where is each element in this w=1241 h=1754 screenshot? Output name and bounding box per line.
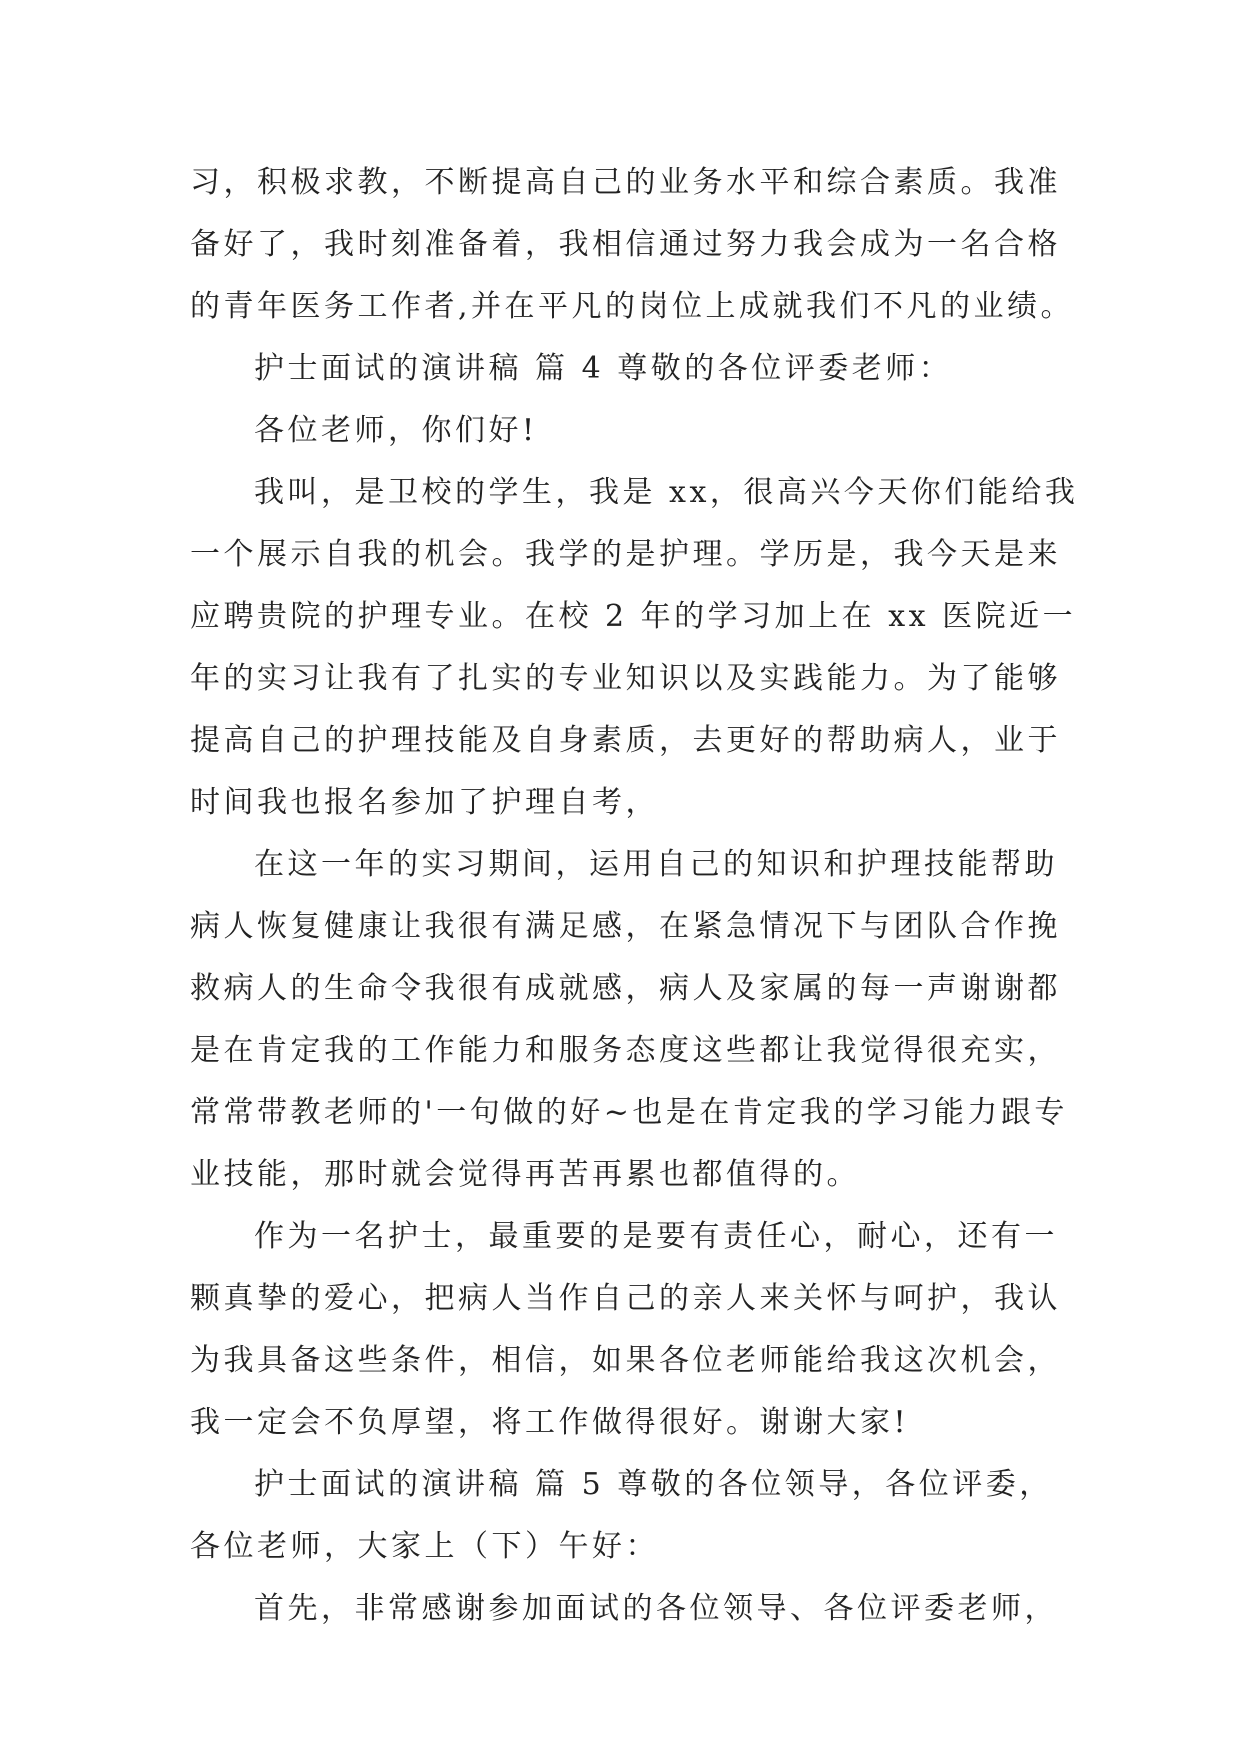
text-line: 各位老师，你们好! [254,413,538,448]
text-line: 年的实习让我有了扎实的专业知识以及实践能力。为了能够 [190,661,1061,696]
text-line: 是在肯定我的工作能力和服务态度这些都让我觉得很充实， [190,1033,1061,1068]
text-line: 常常带教老师的'一句做的好~也是在肯定我的学习能力跟专 [190,1095,1068,1130]
document-body [190,152,1090,1640]
text-line: 首先，非常感谢参加面试的各位领导、各位评委老师， [254,1591,1058,1626]
text-line: 备好了，我时刻准备着，我相信通过努力我会成为一名合格 [190,227,1061,262]
text-line: 一个展示自我的机会。我学的是护理。学历是，我今天是来 [190,537,1061,572]
text-line: 在这一年的实习期间，运用自己的知识和护理技能帮助 [254,847,1058,882]
paragraph [190,152,1090,338]
text-line: 作为一名护士，最重要的是要有责任心，耐心，还有一 [254,1219,1058,1254]
text-line: 颗真挚的爱心，把病人当作自己的亲人来关怀与呵护，我认 [190,1281,1061,1316]
text-line: 业技能，那时就会觉得再苦再累也都值得的。 [190,1157,860,1192]
paragraph [190,834,1090,1206]
text-line: 各位老师，大家上（下）午好： [190,1529,659,1564]
text-line: 救病人的生命令我很有成就感，病人及家属的每一声谢谢都 [190,971,1061,1006]
text-line: 为我具备这些条件，相信，如果各位老师能给我这次机会， [190,1343,1061,1378]
paragraph [190,462,1090,834]
paragraph-heading [190,338,1090,400]
text-line: 护士面试的演讲稿 篇 4 尊敬的各位评委老师： [254,351,953,386]
text-line: 护士面试的演讲稿 篇 5 尊敬的各位领导，各位评委， [254,1467,1053,1502]
text-line: 提高自己的护理技能及自身素质，去更好的帮助病人，业于 [190,723,1061,758]
text-line: 的青年医务工作者,并在平凡的岗位上成就我们不凡的业绩。 [190,289,1075,324]
paragraph [190,1578,1090,1640]
text-line: 时间我也报名参加了护理自考， [190,785,659,820]
text-line: 习，积极求教，不断提高自己的业务水平和综合素质。我准 [190,165,1061,200]
text-line: 病人恢复健康让我很有满足感，在紧急情况下与团队合作挽 [190,909,1061,944]
text-line: 应聘贵院的护理专业。在校 2 年的学习加上在 xx 医院近一 [190,599,1077,634]
paragraph [190,1206,1090,1454]
text-line: 我叫，是卫校的学生，我是 xx，很高兴今天你们能给我 [254,475,1079,510]
text-line: 我一定会不负厚望，将工作做得很好。谢谢大家! [190,1405,910,1440]
paragraph-heading [190,1454,1090,1578]
paragraph [190,400,1090,462]
